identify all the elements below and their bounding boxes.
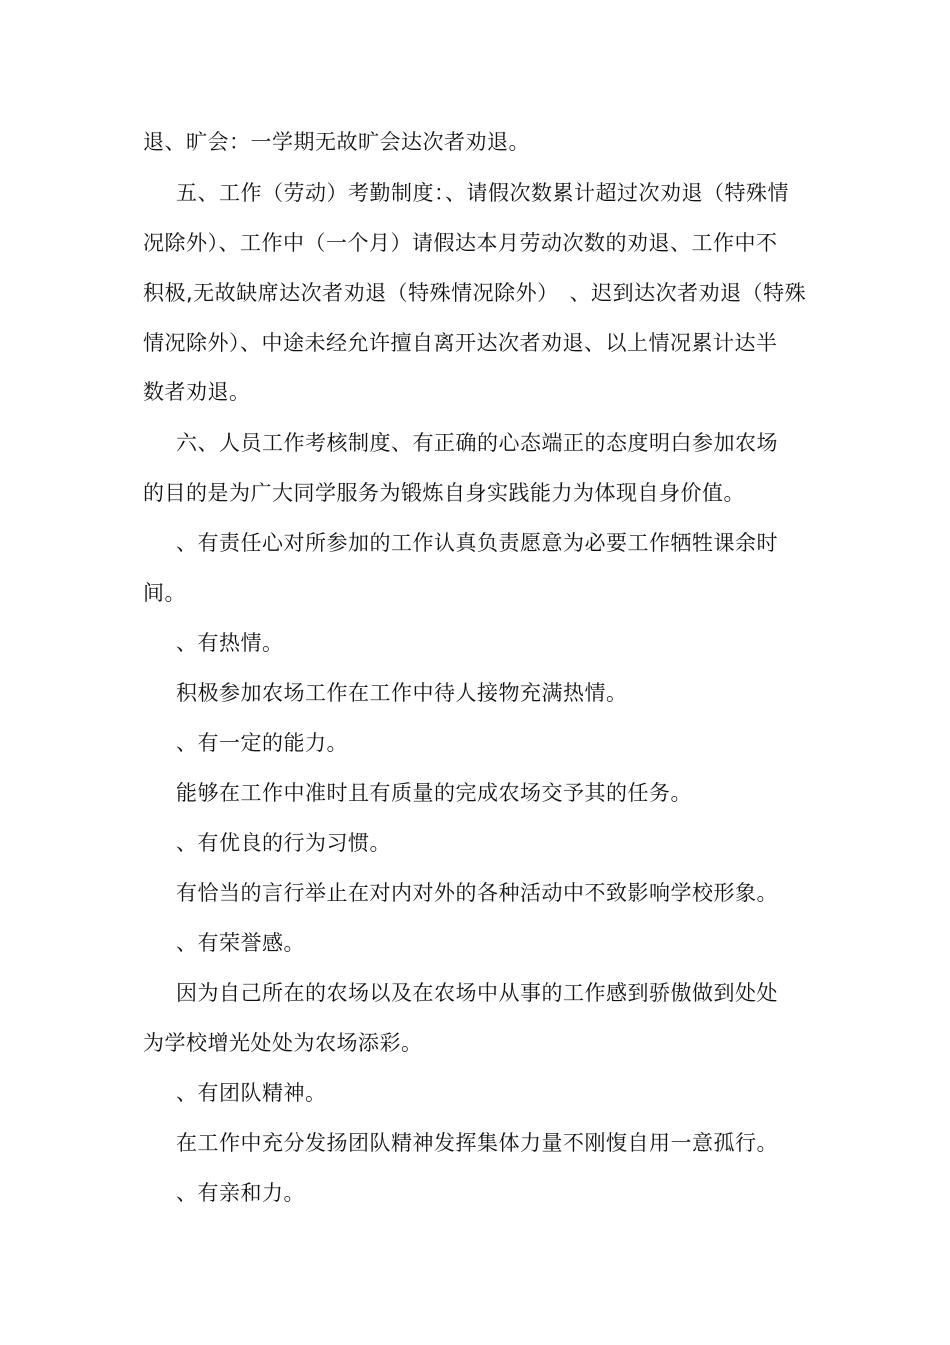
text-line-7: 六、人员工作考核制度、有正确的心态端正的态度明白参加农场 bbox=[176, 431, 778, 455]
text-line-22: 、有亲和力。 bbox=[176, 1181, 305, 1205]
text-line-16: 有恰当的言行举止在对内对外的各种活动中不致影响学校形象。 bbox=[176, 881, 778, 905]
text-line-2: 五、工作（劳动）考勤制度：、请假次数累计超过次劝退（特殊情 bbox=[176, 181, 789, 205]
text-line-3: 况除外）、工作中（一个月）请假达本月劳动次数的劝退、工作中不 bbox=[143, 231, 778, 255]
text-line-9: 、有责任心对所参加的工作认真负责愿意为必要工作牺牲课余时 bbox=[176, 531, 778, 555]
text-line-14: 能够在工作中准时且有质量的完成农场交予其的任务。 bbox=[176, 781, 692, 805]
text-line-10: 间。 bbox=[143, 581, 186, 605]
text-line-17: 、有荣誉感。 bbox=[176, 931, 305, 955]
text-line-15: 、有优良的行为习惯。 bbox=[176, 831, 391, 855]
text-line-13: 、有一定的能力。 bbox=[176, 731, 348, 755]
text-line-1: 退、旷会：一学期无故旷会达次者劝退。 bbox=[143, 130, 530, 154]
text-line-12: 积极参加农场工作在工作中待人接物充满热情。 bbox=[176, 681, 628, 705]
text-line-19: 为学校增光处处为农场添彩。 bbox=[143, 1031, 423, 1055]
text-line-18: 因为自己所在的农场以及在农场中从事的工作感到骄傲做到处处 bbox=[176, 981, 778, 1005]
text-line-20: 、有团队精神。 bbox=[176, 1081, 327, 1105]
text-line-11: 、有热情。 bbox=[176, 631, 284, 655]
text-line-8: 的目的是为广大同学服务为锻炼自身实践能力为体现自身价值。 bbox=[143, 481, 745, 505]
text-line-4: 积极,无故缺席达次者劝退（特殊情况除外） 、迟到达次者劝退（特殊 bbox=[143, 281, 807, 305]
text-line-6: 数者劝退。 bbox=[143, 380, 251, 404]
text-line-5: 情况除外）、中途未经允许擅自离开达次者劝退、以上情况累计达半 bbox=[143, 331, 778, 355]
text-line-21: 在工作中充分发扬团队精神发挥集体力量不刚愎自用一意孤行。 bbox=[176, 1131, 778, 1155]
